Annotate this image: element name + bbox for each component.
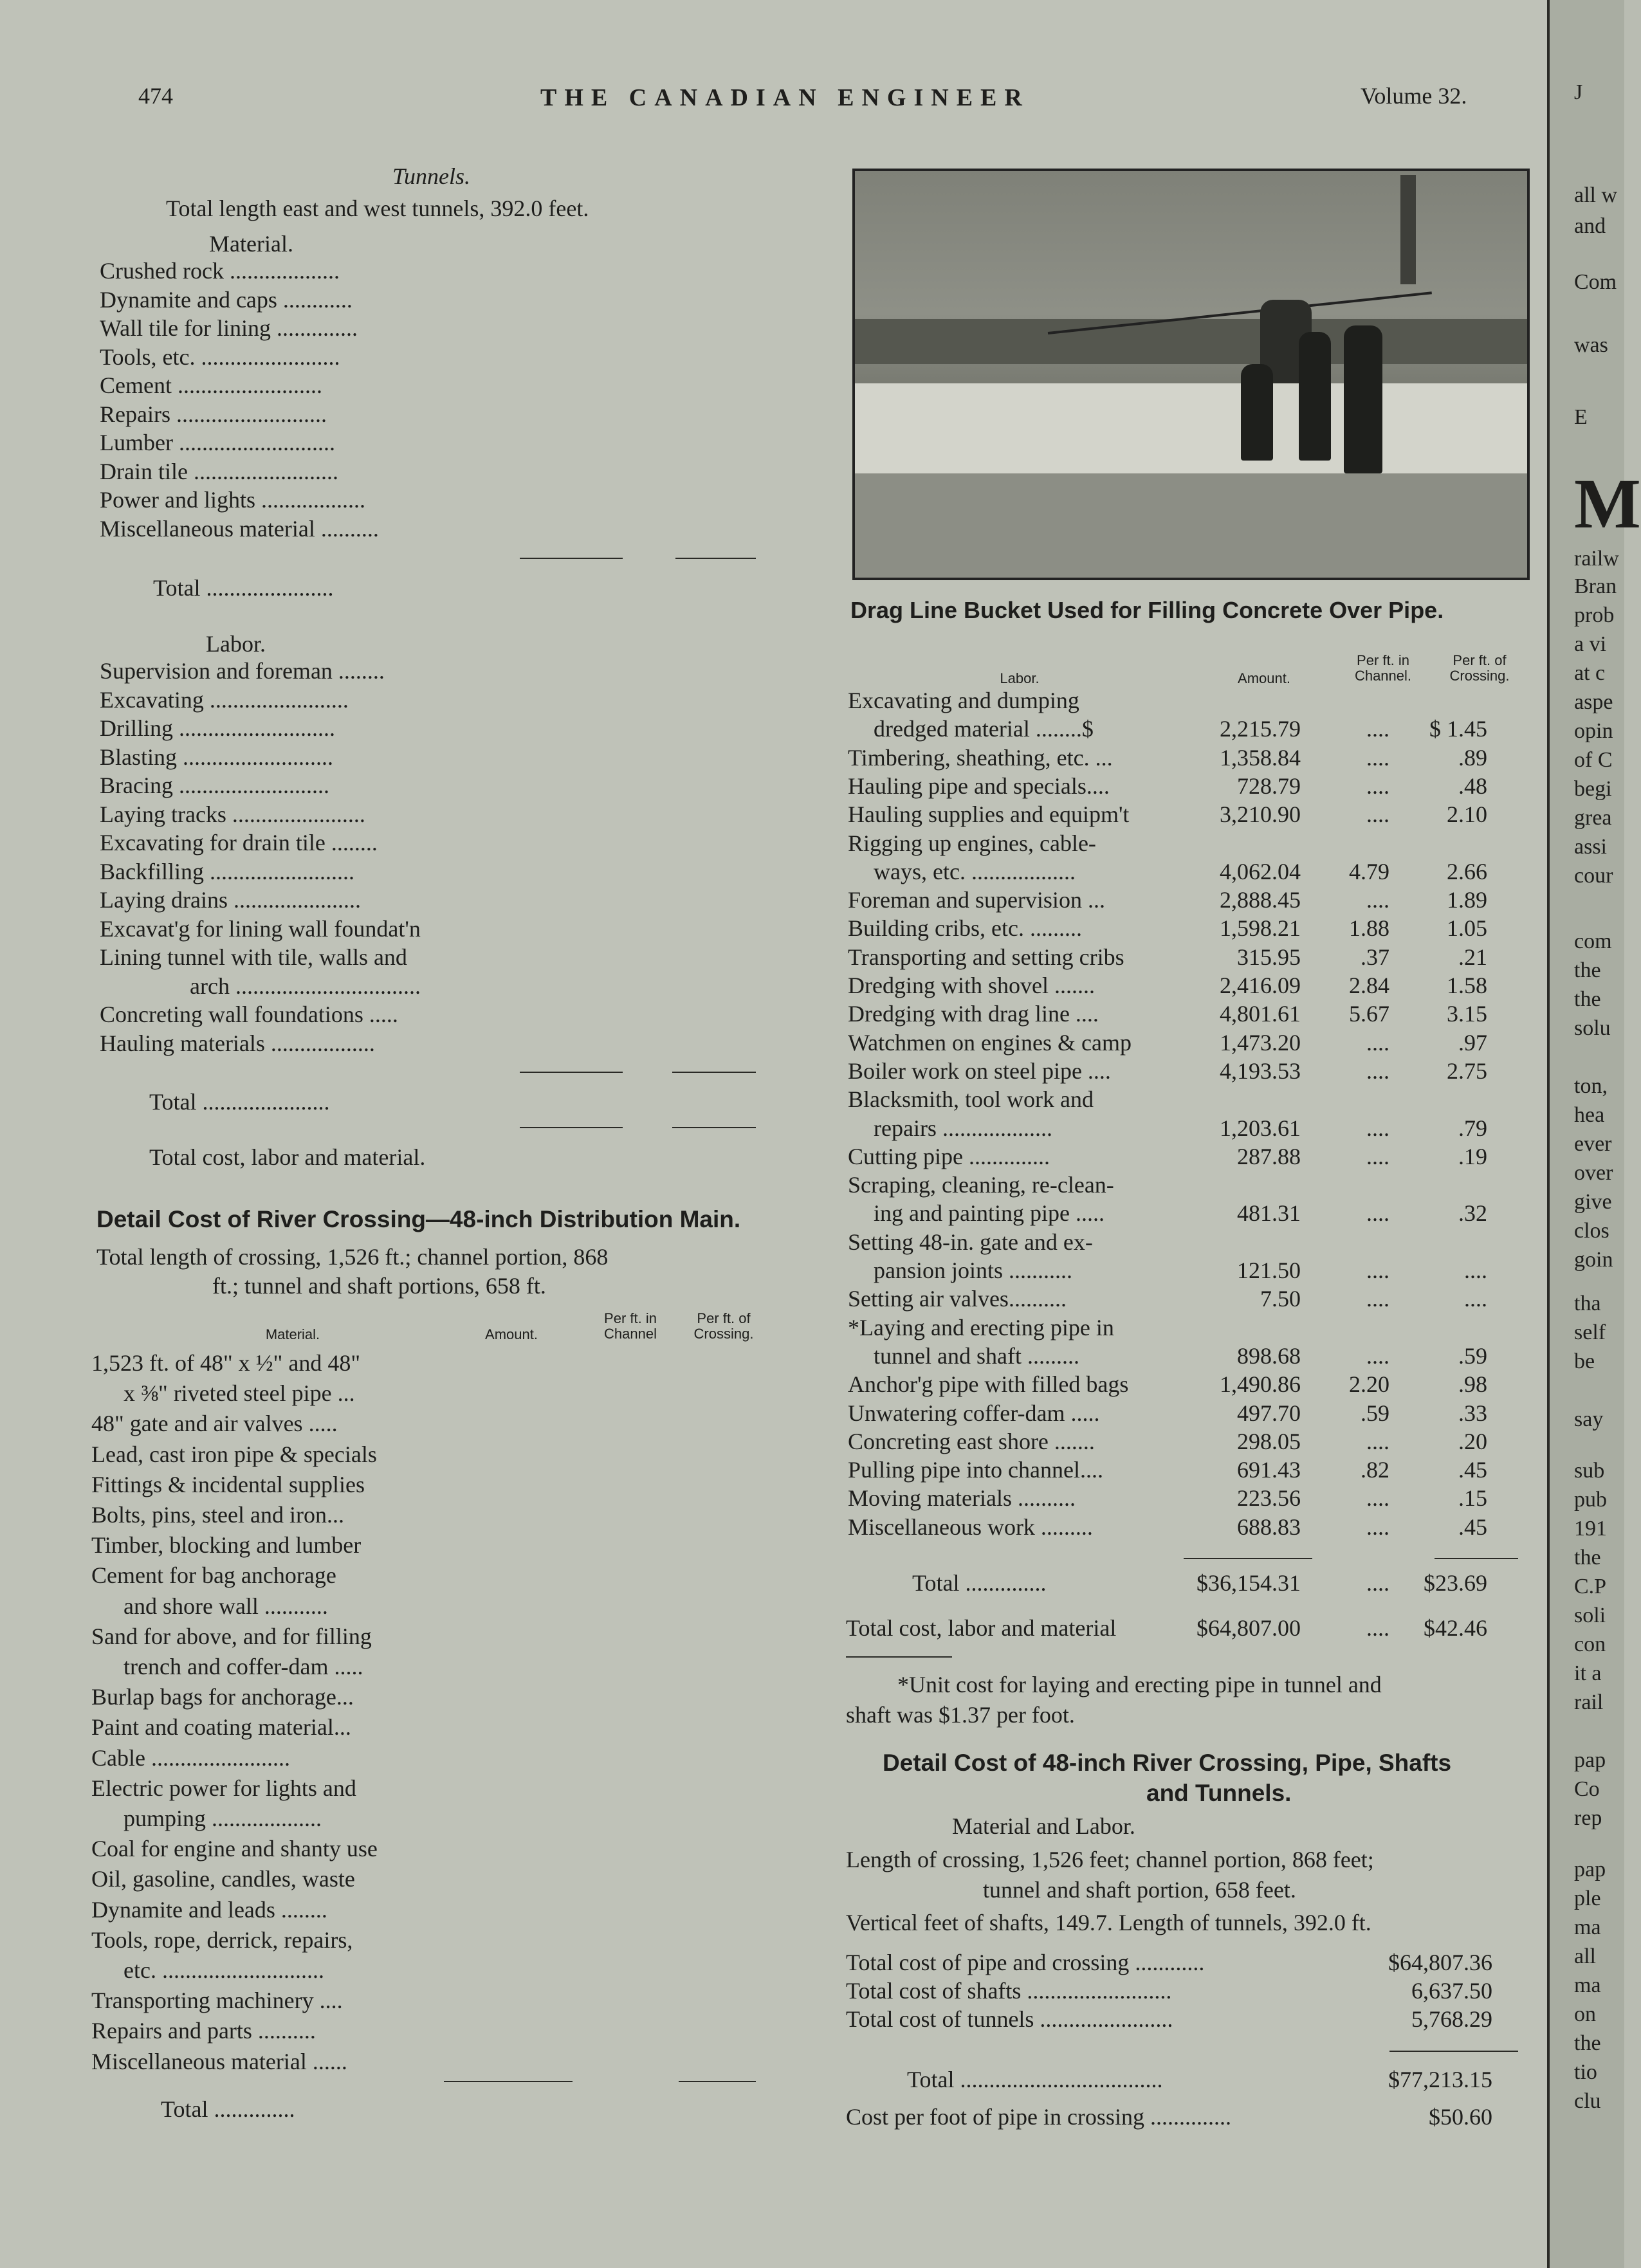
row-label: Scraping, cleaning, re-clean- (848, 1172, 1114, 1198)
row-label: Total cost of tunnels ....................... (846, 2006, 1173, 2032)
row-label: etc. ............................ (124, 1957, 324, 1983)
row-amount: 728.79 (1237, 773, 1301, 799)
row-label: Cement for bag anchorage (91, 1562, 336, 1589)
row-label: trench and coffer-dam ..... (124, 1654, 363, 1679)
row-channel: .... (1366, 1143, 1389, 1169)
row-per-foot: .20 (1458, 1428, 1487, 1454)
row-label: Drilling ........................... (100, 715, 335, 741)
col-header-channel-right: Per ft. in Channel. (1354, 652, 1412, 684)
row-channel: .... (1366, 1057, 1389, 1084)
row-label: Unwatering coffer-dam ..... (848, 1400, 1100, 1426)
row-channel: .... (1366, 887, 1389, 913)
row-channel: .... (1366, 1200, 1389, 1227)
row-channel: 2.20 (1349, 1371, 1389, 1398)
page-number: 474 (138, 83, 173, 109)
row-label: Burlap bags for anchorage... (91, 1684, 354, 1710)
row-channel: .37 (1361, 944, 1389, 970)
col-header-channel: Per ft. in Channel (604, 1310, 657, 1342)
row-label: Total .............. (161, 2096, 295, 2122)
row-label: Setting 48-in. gate and ex- (848, 1229, 1093, 1255)
next-page-text-fragment: it a (1574, 1661, 1602, 1685)
row-per-foot: 2.75 (1447, 1057, 1487, 1084)
row-label: Tools, rope, derrick, repairs, (91, 1926, 353, 1953)
row-label: Backfilling ......................... (100, 858, 354, 884)
row-label: ing and painting pipe ..... (874, 1200, 1105, 1227)
next-page-text-fragment: 191 (1574, 1517, 1607, 1541)
row-channel: .... (1366, 1286, 1389, 1312)
row-label: Dynamite and leads ........ (91, 1896, 327, 1923)
row-per-foot: $ 1.45 (1429, 716, 1487, 742)
row-label: Total cost, labor and material (846, 1615, 1117, 1641)
row-per-foot: .48 (1458, 773, 1487, 799)
row-label: Blacksmith, tool work and (848, 1086, 1094, 1113)
row-per-foot: .19 (1458, 1143, 1487, 1169)
row-label: Moving materials .......... (848, 1485, 1076, 1512)
footnote-line-2: shaft was $1.37 per foot. (846, 1702, 1075, 1728)
next-page-text-fragment: solu (1574, 1016, 1611, 1040)
row-label: Dynamite and caps ............ (100, 286, 353, 313)
row-label: x ⅜" riveted steel pipe ... (124, 1380, 355, 1407)
col-header-amount: Amount. (485, 1326, 538, 1342)
row-label: Transporting and setting cribs (848, 944, 1124, 970)
row-label: Drain tile ......................... (100, 458, 338, 484)
row-per-foot: .59 (1458, 1342, 1487, 1369)
next-page-text-fragment: a vi (1574, 632, 1607, 656)
next-page-text-fragment: of C (1574, 748, 1613, 772)
row-per-foot: 2.66 (1447, 858, 1487, 884)
row-label: Total .............. (912, 1570, 1047, 1596)
row-amount: 287.88 (1237, 1143, 1301, 1169)
row-label: ways, etc. .................. (874, 858, 1076, 884)
col-header-crossing-right: Per ft. of Crossing. (1449, 652, 1510, 684)
tunnels-labor-heading: Labor. (206, 631, 266, 657)
row-label: dredged material ........$ (874, 716, 1094, 742)
next-page-text-fragment: pap (1574, 1748, 1606, 1772)
next-page-text-fragment: the (1574, 987, 1601, 1011)
row-channel: .... (1366, 1029, 1389, 1056)
row-label: Tools, etc. ........................ (100, 343, 340, 370)
row-label: Power and lights .................. (100, 487, 365, 513)
next-page-text-fragment: and (1574, 214, 1606, 238)
row-label: Miscellaneous work ......... (848, 1514, 1093, 1540)
next-page-text-fragment: opin (1574, 719, 1613, 743)
tunnels-length-line: Total length east and west tunnels, 392.0 feet. (166, 196, 589, 221)
next-page-text-fragment: J (1574, 80, 1583, 104)
next-page-text-fragment: ple (1574, 1887, 1601, 1910)
row-label: Oil, gasoline, candles, waste (91, 1866, 355, 1892)
next-page-text-fragment: sub (1574, 1459, 1605, 1483)
row-label: Wall tile for lining .............. (100, 315, 358, 341)
journal-title: THE CANADIAN ENGINEER (540, 84, 1030, 111)
row-label: Total ...................... (153, 575, 334, 601)
next-page-text-fragment: pub (1574, 1488, 1607, 1512)
row-label: 48" gate and air valves ..... (91, 1411, 338, 1437)
next-page-text-fragment: self (1574, 1321, 1606, 1344)
row-label: Miscellaneous material .......... (100, 515, 379, 542)
row-label: Hauling pipe and specials.... (848, 773, 1110, 799)
row-label: Paint and coating material... (91, 1714, 351, 1741)
river-intro-line-1: Total length of crossing, 1,526 ft.; channel portion, 868 (96, 1244, 609, 1270)
row-channel: .... (1366, 773, 1389, 799)
row-label: Foreman and supervision ... (848, 887, 1105, 913)
next-page-text-fragment: railw (1574, 547, 1619, 571)
row-label: Bolts, pins, steel and iron... (91, 1502, 344, 1528)
row-label: Total ...................... (149, 1089, 330, 1115)
next-page-text-fragment: ever (1574, 1132, 1612, 1156)
row-per-foot: $23.69 (1424, 1570, 1487, 1596)
row-label: Miscellaneous material ...... (91, 2048, 347, 2074)
next-page-text-fragment: soli (1574, 1604, 1606, 1627)
next-page-text-fragment: rail (1574, 1690, 1604, 1714)
row-label: Cable ........................ (91, 1744, 290, 1771)
row-label: Cement ......................... (100, 372, 322, 398)
row-label: Pulling pipe into channel.... (848, 1457, 1103, 1483)
row-per-foot: 2.10 (1447, 801, 1487, 828)
next-page-text-fragment: grea (1574, 806, 1612, 830)
summary-title-2: and Tunnels. (1146, 1780, 1292, 1806)
row-label: Timber, blocking and lumber (91, 1532, 362, 1559)
row-label: Watchmen on engines & camp (848, 1029, 1132, 1056)
row-amount: 497.70 (1237, 1400, 1301, 1426)
next-page-text-fragment: rep (1574, 1806, 1602, 1830)
row-per-foot: 1.58 (1447, 973, 1487, 998)
next-page-text-fragment: assi (1574, 835, 1607, 859)
row-label: Repairs and parts .......... (91, 2018, 316, 2044)
row-channel: .... (1366, 1342, 1389, 1369)
row-channel: .59 (1361, 1400, 1389, 1426)
row-per-foot: .98 (1458, 1371, 1487, 1398)
row-label: *Laying and erecting pipe in (848, 1314, 1114, 1340)
next-page-text-fragment: com (1574, 929, 1612, 953)
next-page-text-fragment: pap (1574, 1858, 1606, 1881)
river-crossing-title: Detail Cost of River Crossing—48-inch Distribution Main. (96, 1206, 741, 1232)
row-per-foot: 3.15 (1447, 1001, 1487, 1027)
next-page-text-fragment: give (1574, 1190, 1612, 1214)
row-label: Total cost of pipe and crossing ............ (846, 1950, 1205, 1975)
row-label: Anchor'g pipe with filled bags (848, 1371, 1129, 1398)
row-amount: 1,598.21 (1220, 915, 1301, 942)
row-amount: 688.83 (1237, 1514, 1301, 1540)
row-amount: $77,213.15 (1388, 2067, 1492, 2092)
row-channel: .... (1366, 1115, 1389, 1141)
next-page-text-fragment: C.P (1574, 1575, 1607, 1598)
row-per-foot: .33 (1458, 1400, 1487, 1426)
row-amount: 1,490.86 (1220, 1371, 1301, 1398)
row-per-foot: .15 (1458, 1485, 1487, 1512)
row-label: Concreting wall foundations ..... (100, 1001, 398, 1027)
row-per-foot: .32 (1458, 1200, 1487, 1227)
row-amount: 121.50 (1237, 1257, 1301, 1283)
next-page-edge (1547, 0, 1641, 2268)
row-channel: .82 (1361, 1457, 1389, 1483)
row-label: Repairs .......................... (100, 401, 327, 427)
row-label: Hauling materials .................. (100, 1030, 375, 1056)
row-label: Excavating for drain tile ........ (100, 830, 378, 855)
next-page-text-fragment: over (1574, 1161, 1613, 1185)
col-header-amount-right: Amount. (1238, 670, 1290, 686)
summary-line-2: tunnel and shaft portion, 658 feet. (983, 1877, 1296, 1903)
row-label: Building cribs, etc. ......... (848, 915, 1082, 942)
row-label: pansion joints ........... (874, 1257, 1073, 1283)
next-page-text-fragment: cour (1574, 864, 1613, 888)
row-amount: 1,358.84 (1220, 744, 1301, 771)
row-label: Cost per foot of pipe in crossing .............. (846, 2104, 1231, 2130)
row-label: Excavating ........................ (100, 686, 349, 713)
row-channel: 5.67 (1349, 1001, 1389, 1027)
row-label: Lining tunnel with tile, walls and (100, 944, 407, 970)
tunnels-material-heading: Material. (209, 231, 293, 257)
row-amount: 481.31 (1237, 1200, 1301, 1227)
summary-subtitle: Material and Labor. (952, 1813, 1135, 1839)
summary-title-1: Detail Cost of 48-inch River Crossing, Pipe, Shafts (883, 1750, 1452, 1776)
row-amount: $50.60 (1429, 2104, 1492, 2130)
row-amount: 298.05 (1237, 1428, 1301, 1454)
row-channel: 4.79 (1349, 858, 1389, 884)
next-page-text-fragment: be (1574, 1349, 1595, 1373)
row-per-foot: $42.46 (1424, 1615, 1487, 1641)
row-label: Total cost of shafts ......................... (846, 1978, 1172, 2004)
row-label: Sand for above, and for filling (91, 1623, 372, 1649)
row-amount: 5,768.29 (1411, 2006, 1492, 2032)
volume-label: Volume 32. (1361, 83, 1467, 109)
row-amount: 6,637.50 (1411, 1978, 1492, 2004)
row-amount: $64,807.00 (1196, 1615, 1301, 1641)
row-channel: .... (1366, 1615, 1389, 1641)
row-label: Total cost, labor and material. (149, 1144, 426, 1170)
next-page-text-fragment: Com (1574, 270, 1617, 294)
summary-line-1: Length of crossing, 1,526 feet; channel portion, 868 feet; (846, 1847, 1374, 1872)
rule (1389, 2051, 1518, 2052)
row-per-foot: .45 (1458, 1514, 1487, 1540)
row-per-foot: .... (1464, 1286, 1487, 1312)
next-page-text-fragment: the (1574, 958, 1601, 982)
row-label: Laying tracks ....................... (100, 801, 365, 827)
next-page-text-fragment: on (1574, 2002, 1596, 2026)
row-per-foot: .45 (1458, 1457, 1487, 1483)
row-amount: 898.68 (1237, 1342, 1301, 1369)
next-page-text-fragment: prob (1574, 603, 1615, 627)
row-per-foot: .89 (1458, 744, 1487, 771)
row-label: Hauling supplies and equipm't (848, 801, 1130, 828)
row-amount: $36,154.31 (1196, 1570, 1301, 1596)
row-amount: 4,193.53 (1220, 1057, 1301, 1084)
row-label: Lead, cast iron pipe & specials (91, 1441, 377, 1467)
row-amount: 2,888.45 (1220, 887, 1301, 913)
row-per-foot: 1.05 (1447, 915, 1487, 942)
row-channel: .... (1366, 801, 1389, 828)
row-label: and shore wall ........... (124, 1593, 328, 1619)
next-page-text-fragment: E (1574, 405, 1588, 429)
next-page-text-fragment: was (1574, 333, 1608, 357)
row-amount: 4,801.61 (1220, 1001, 1301, 1027)
summary-line-3: Vertical feet of shafts, 149.7. Length of tunnels, 392.0 ft. (846, 1910, 1371, 1935)
row-label: arch ................................ (190, 973, 421, 999)
rule (1184, 1558, 1312, 1559)
next-page-text-fragment: ma (1574, 1973, 1601, 1997)
row-amount: 4,062.04 (1220, 858, 1301, 884)
next-page-text-fragment: aspe (1574, 690, 1613, 714)
row-label: Dredging with shovel ....... (848, 973, 1095, 998)
row-label: Crushed rock ................... (100, 258, 340, 284)
row-label: Laying drains ...................... (100, 887, 361, 913)
row-amount: 7.50 (1260, 1286, 1301, 1312)
next-page-text-fragment: M (1574, 464, 1641, 543)
next-page-text-fragment: ton, (1574, 1074, 1608, 1098)
row-amount: $64,807.36 (1388, 1950, 1492, 1975)
row-amount: 1,473.20 (1220, 1029, 1301, 1056)
row-label: Timbering, sheathing, etc. ... (848, 744, 1113, 771)
next-page-text-fragment: clu (1574, 2089, 1601, 2113)
row-label: Electric power for lights and (91, 1775, 356, 1801)
next-page-text-fragment: begi (1574, 777, 1612, 801)
row-label: Excavat'g for lining wall foundat'n (100, 915, 421, 942)
row-label: Cutting pipe .............. (848, 1143, 1050, 1169)
row-label: Concreting east shore ....... (848, 1428, 1095, 1454)
row-label: Boiler work on steel pipe .... (848, 1057, 1111, 1084)
tunnels-title: Tunnels. (392, 163, 471, 189)
next-page-text-fragment: Bran (1574, 574, 1617, 598)
next-page-text-fragment: clos (1574, 1219, 1609, 1243)
river-intro-line-2: ft.; tunnel and shaft portions, 658 ft. (212, 1273, 546, 1299)
next-page-text-fragment: goin (1574, 1248, 1613, 1272)
row-label: Total ................................... (907, 2067, 1163, 2092)
row-label: Coal for engine and shanty use (91, 1836, 378, 1862)
row-label: Bracing .......................... (100, 773, 329, 798)
row-channel: .... (1366, 1257, 1389, 1283)
row-label: pumping ................... (124, 1806, 322, 1831)
row-label: tunnel and shaft ......... (874, 1342, 1079, 1369)
row-per-foot: 1.89 (1447, 887, 1487, 913)
row-label: Dredging with drag line .... (848, 1001, 1099, 1027)
rule (1435, 1558, 1518, 1559)
row-channel: .... (1366, 716, 1389, 742)
next-page-text-fragment: at c (1574, 661, 1606, 685)
row-per-foot: .21 (1458, 944, 1487, 970)
row-label: Lumber ........................... (100, 430, 335, 455)
row-amount: 691.43 (1237, 1457, 1301, 1483)
row-amount: 3,210.90 (1220, 801, 1301, 828)
next-page-text-fragment: say (1574, 1407, 1604, 1431)
row-amount: 315.95 (1237, 944, 1301, 970)
row-channel: .... (1366, 744, 1389, 771)
row-per-foot: .97 (1458, 1029, 1487, 1056)
row-channel: .... (1366, 1514, 1389, 1540)
row-channel: .... (1366, 1428, 1389, 1454)
rule (846, 1656, 952, 1658)
row-label: Supervision and foreman ........ (100, 658, 385, 684)
row-label: Transporting machinery .... (91, 1988, 343, 2014)
row-label: Fittings & incidental supplies (91, 1471, 365, 1497)
next-page-text-fragment: the (1574, 1546, 1601, 1569)
next-page-text-fragment: ma (1574, 1916, 1601, 1939)
col-header-material: Material. (265, 1326, 320, 1342)
row-label: Excavating and dumping (848, 688, 1079, 713)
next-page-text-fragment: tha (1574, 1292, 1601, 1315)
next-page-text-fragment: all w (1574, 183, 1618, 207)
next-page-text-fragment: the (1574, 2031, 1601, 2055)
row-amount: 1,203.61 (1220, 1115, 1301, 1141)
row-amount: 223.56 (1237, 1485, 1301, 1512)
row-label: Setting air valves.......... (848, 1286, 1067, 1312)
col-header-labor: Labor. (1000, 670, 1040, 686)
row-label: Blasting .......................... (100, 744, 334, 770)
row-per-foot: .... (1464, 1257, 1487, 1283)
row-label: Rigging up engines, cable- (848, 830, 1096, 856)
row-channel: 1.88 (1349, 915, 1389, 942)
row-label: 1,523 ft. of 48" x ½" and 48" (91, 1350, 361, 1376)
footnote-line-1: *Unit cost for laying and erecting pipe in tunnel and (897, 1672, 1382, 1697)
row-channel: .... (1366, 1570, 1389, 1596)
next-page-text-fragment: con (1574, 1632, 1606, 1656)
row-channel: .... (1366, 1485, 1389, 1512)
next-page-text-fragment: tio (1574, 2060, 1597, 2084)
row-amount: 2,416.09 (1220, 973, 1301, 998)
row-channel: 2.84 (1349, 973, 1389, 998)
row-per-foot: .79 (1458, 1115, 1487, 1141)
photo-caption: Drag Line Bucket Used for Filling Concrete Over Pipe. (850, 597, 1444, 623)
next-page-text-fragment: hea (1574, 1103, 1605, 1127)
col-header-crossing: Per ft. of Crossing. (693, 1310, 754, 1342)
row-label: repairs ................... (874, 1115, 1052, 1141)
next-page-text-fragment: all (1574, 1944, 1596, 1968)
row-amount: 2,215.79 (1220, 716, 1301, 742)
next-page-text-fragment: Co (1574, 1777, 1600, 1801)
